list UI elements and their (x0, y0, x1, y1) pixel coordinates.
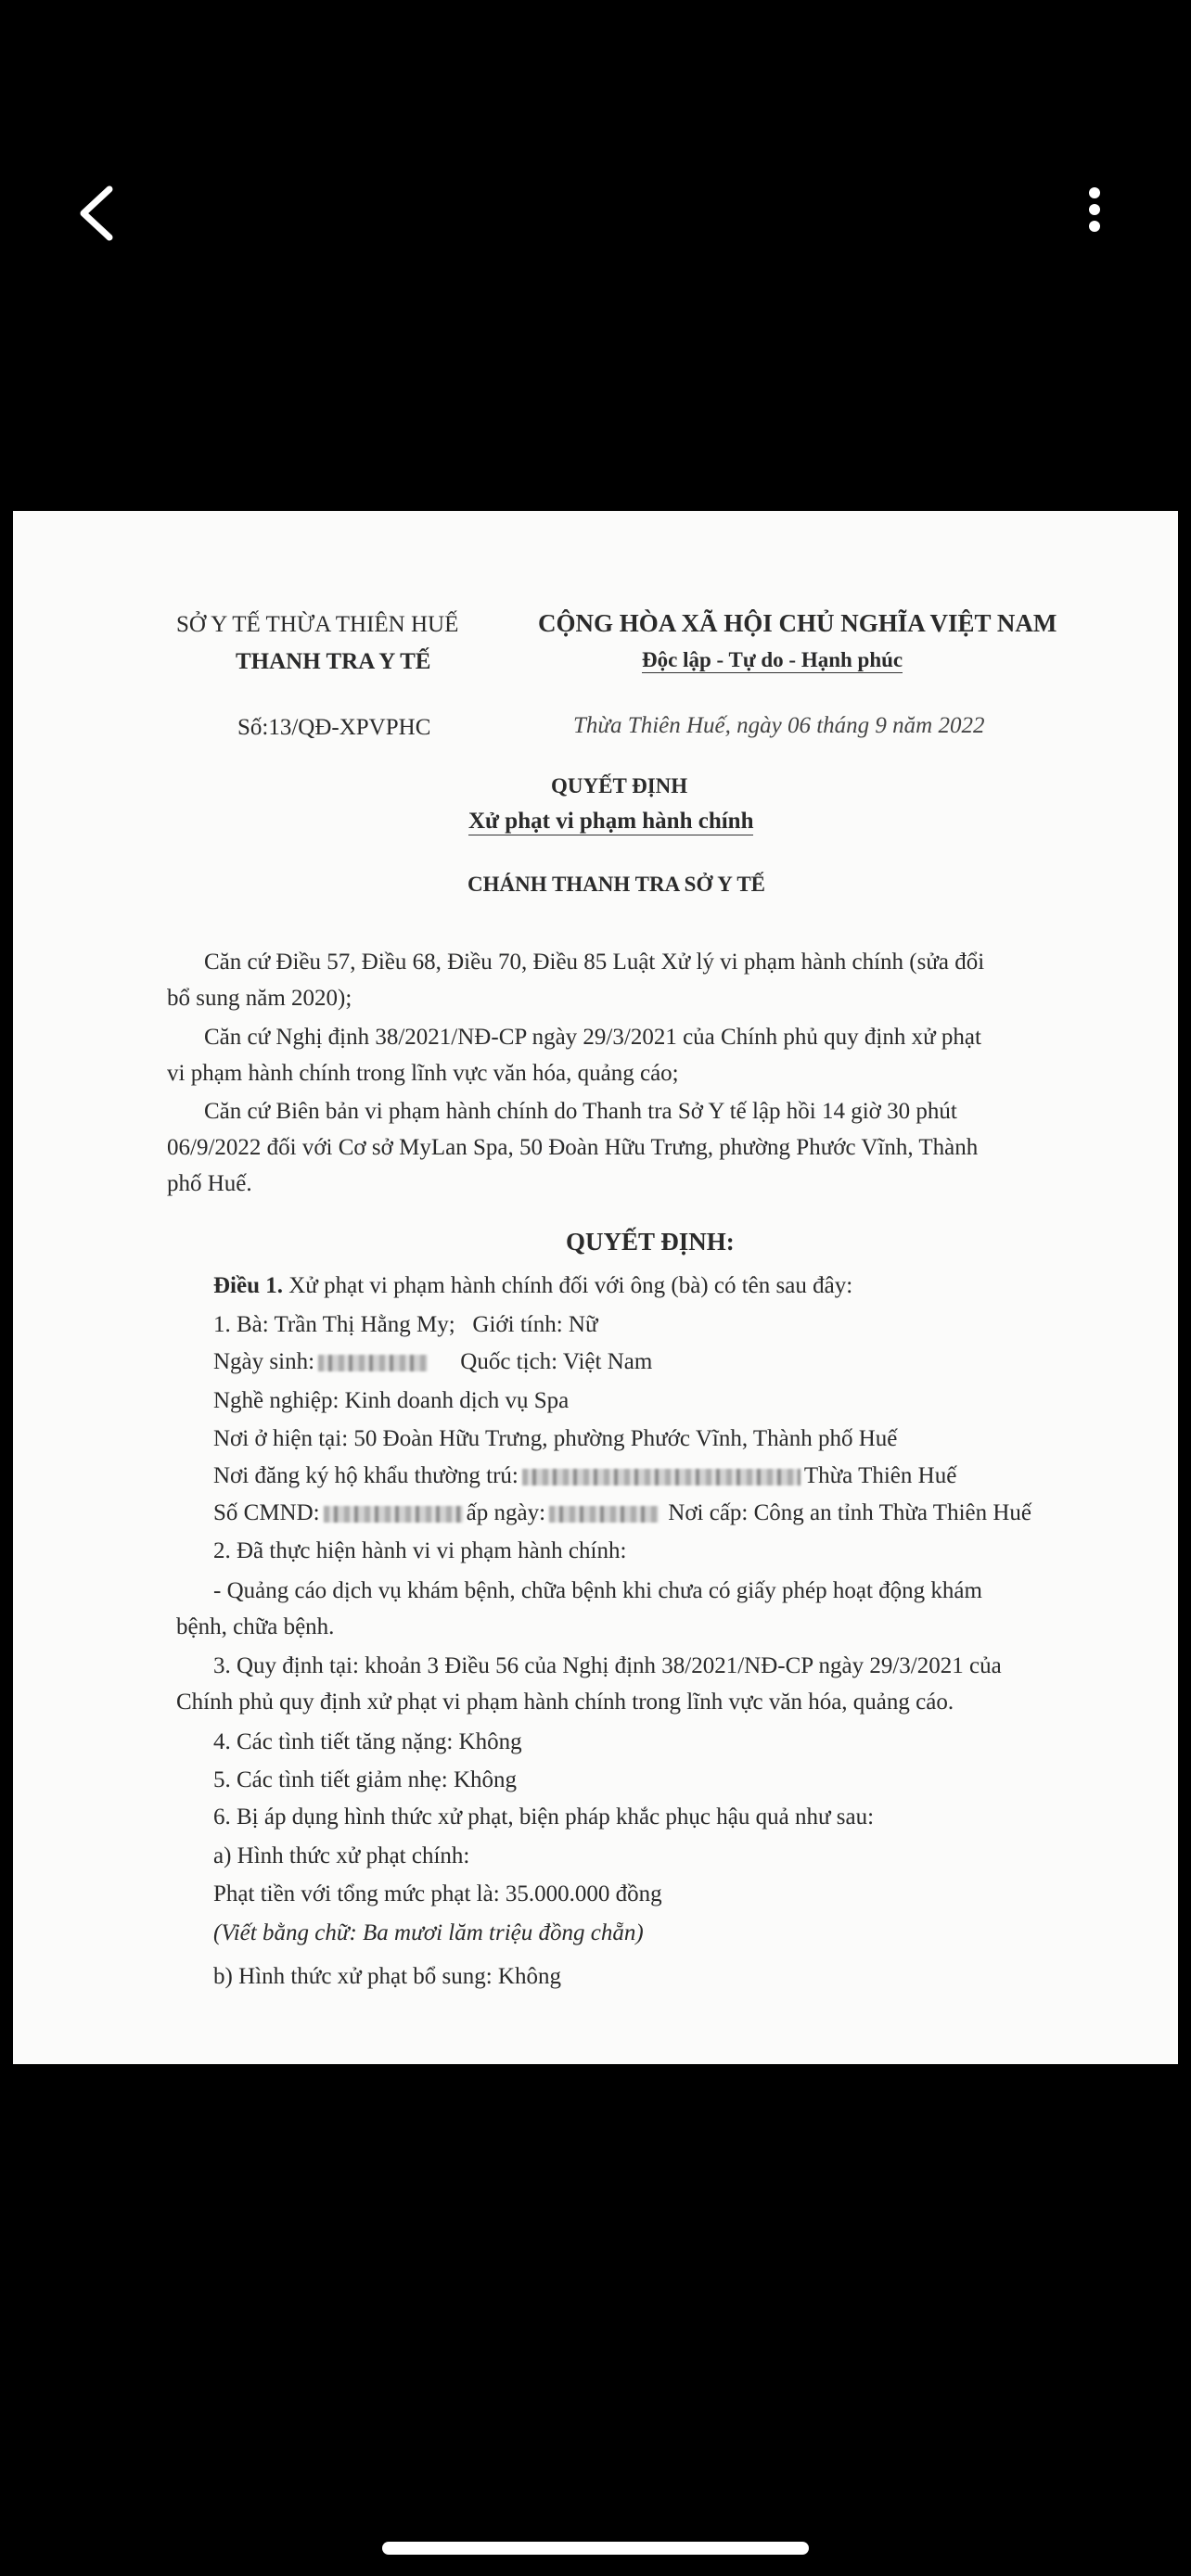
document-number: Số:13/QĐ-XPVPHC (237, 715, 431, 740)
registered-address-province: Thừa Thiên Huế (803, 1463, 957, 1488)
agency-line-2: THANH TRA Y TẾ (236, 649, 431, 674)
more-vertical-icon (1067, 176, 1122, 250)
id-number-label: Số CMND: (213, 1500, 320, 1525)
item-6: 6. Bị áp dụng hình thức xử phạt, biện pháp khắc phục hậu quả như sau: (213, 1804, 875, 1830)
redacted-registered-address (522, 1469, 800, 1486)
basis-3-line-c: phố Huế. (167, 1171, 252, 1196)
issuing-authority: CHÁNH THANH TRA SỞ Y TẾ (467, 873, 766, 896)
violation-detail-b: bệnh, chữa bệnh. (176, 1614, 335, 1639)
document-title: QUYẾT ĐỊNH (551, 774, 688, 797)
more-options-button[interactable] (1067, 176, 1122, 250)
item-3-line-b: Chính phủ quy định xử phạt vi phạm hành chính trong lĩnh vực văn hóa, quảng cáo. (176, 1690, 954, 1715)
basis-2-line-b: vi phạm hành chính trong lĩnh vực văn hóa, quảng cáo; (167, 1061, 679, 1086)
basis-2-line-a: Căn cứ Nghị định 38/2021/NĐ-CP ngày 29/3/2021 của Chính phủ quy định xử phạt (204, 1025, 981, 1050)
person-gender: Giới tính: Nữ (472, 1312, 598, 1337)
redacted-id-number (324, 1506, 463, 1523)
person-name: 1. Bà: Trần Thị Hằng My; (213, 1312, 455, 1337)
back-button[interactable] (65, 176, 130, 250)
violation-detail-a: - Quảng cáo dịch vụ khám bệnh, chữa bệnh khi chưa có giấy phép hoạt động khám (213, 1578, 982, 1603)
dob-label: Ngày sinh: (213, 1349, 315, 1374)
id-issue-place: Nơi cấp: Công an tỉnh Thừa Thiên Huế (668, 1500, 1032, 1525)
article-1-label: Điều 1. (213, 1273, 283, 1298)
redacted-dob (318, 1355, 428, 1371)
document-photo (13, 511, 1178, 2064)
fine-in-words: (Viết bằng chữ: Ba mươi lăm triệu đồng chẵn) (213, 1920, 644, 1945)
nation-line-1: CỘNG HÒA XÃ HỘI CHỦ NGHĨA VIỆT NAM (538, 609, 1057, 637)
person-nationality: Quốc tịch: Việt Nam (460, 1349, 653, 1374)
nation-line-2: Độc lập - Tự do - Hạnh phúc (642, 648, 903, 671)
person-current-address: Nơi ở hiện tại: 50 Đoàn Hữu Trưng, phường Phước Vĩnh, Thành phố Huế (213, 1426, 898, 1451)
basis-3-line-a: Căn cứ Biên bản vi phạm hành chính do Thanh tra Sở Y tế lập hồi 14 giờ 30 phút (204, 1099, 957, 1124)
person-occupation: Nghề nghiệp: Kinh doanh dịch vụ Spa (213, 1388, 570, 1413)
item-6a: a) Hình thức xử phạt chính: (213, 1843, 470, 1868)
place-date: Thừa Thiên Huế, ngày 06 tháng 9 năm 2022 (573, 713, 985, 738)
chevron-left-icon (65, 176, 130, 250)
agency-line-1: SỞ Y TẾ THỪA THIÊN HUẾ (176, 612, 459, 637)
id-date-label: ấp ngày: (466, 1500, 546, 1525)
fine-amount: Phạt tiền với tổng mức phạt là: 35.000.000 đồng (213, 1881, 662, 1906)
item-2: 2. Đã thực hiện hành vi vi phạm hành chính: (213, 1538, 627, 1563)
decision-heading: QUYẾT ĐỊNH: (566, 1228, 735, 1256)
home-indicator[interactable] (382, 2542, 809, 2555)
basis-1-line-b: bổ sung năm 2020); (167, 986, 352, 1011)
item-6b: b) Hình thức xử phạt bổ sung: Không (213, 1964, 561, 1989)
item-3-line-a: 3. Quy định tại: khoản 3 Điều 56 của Nghị định 38/2021/NĐ-CP ngày 29/3/2021 của (213, 1653, 1002, 1678)
article-1 (213, 1272, 852, 1300)
document-subtitle: Xử phạt vi phạm hành chính (468, 809, 754, 834)
item-4: 4. Các tình tiết tăng nặng: Không (213, 1729, 522, 1754)
basis-1-line-a: Căn cứ Điều 57, Điều 68, Điều 70, Điều 85 Luật Xử lý vi phạm hành chính (sửa đổi (204, 950, 985, 975)
item-5: 5. Các tình tiết giảm nhẹ: Không (213, 1767, 518, 1792)
basis-3-line-b: 06/9/2022 đối với Cơ sở MyLan Spa, 50 Đoàn Hữu Trưng, phường Phước Vĩnh, Thành (167, 1135, 979, 1160)
article-1-text: Xử phạt vi phạm hành chính đối với ông (bà) có tên sau đây: (283, 1273, 853, 1298)
registered-address-label: Nơi đăng ký hộ khẩu thường trú: (213, 1463, 519, 1488)
viewer-top-bar (0, 0, 1191, 417)
redacted-id-date (549, 1506, 659, 1523)
